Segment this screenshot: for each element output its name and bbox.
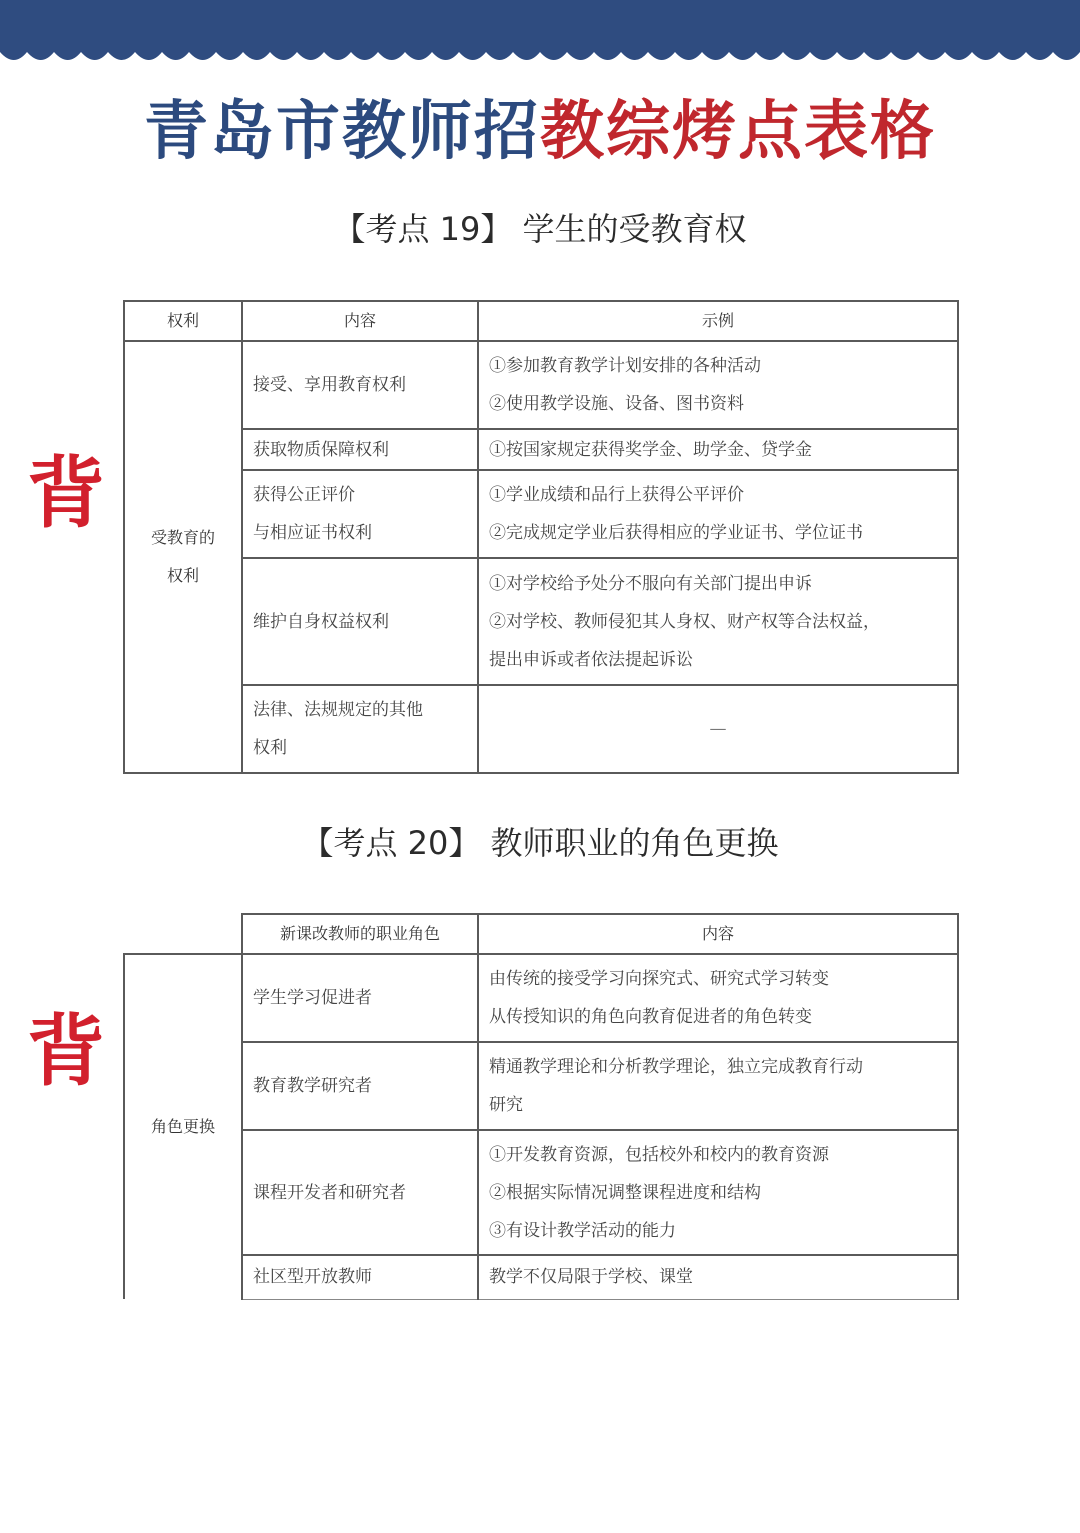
table-row bbox=[124, 1130, 958, 1255]
role-cell: 学生学习促进者 bbox=[242, 954, 478, 1042]
table-row bbox=[124, 429, 958, 470]
table-header-row bbox=[124, 914, 958, 954]
example-cell-empty: — bbox=[478, 685, 958, 773]
table-header-row bbox=[124, 301, 958, 341]
header-blank bbox=[124, 914, 242, 954]
example-cell: ①按国家规定获得奖学金、助学金、贷学金 bbox=[478, 429, 958, 470]
role-cell: 课程开发者和研究者 bbox=[242, 1130, 478, 1255]
category-cell: 角色更换 bbox=[124, 954, 242, 1299]
title-part-red: 教综烤点表格 bbox=[540, 94, 936, 169]
header-examples: 示例 bbox=[478, 301, 958, 341]
section1-heading: 【考点 19】 学生的受教育权 bbox=[333, 210, 747, 248]
content-cell: 教学不仅局限于学校、课堂 bbox=[478, 1255, 958, 1299]
header-content: 内容 bbox=[242, 301, 478, 341]
example-cell: ①学业成绩和品行上获得公平评价 ②完成规定学业后获得相应的学业证书、学位证书 bbox=[478, 470, 958, 558]
table-row bbox=[124, 954, 958, 1042]
page-title bbox=[0, 92, 1080, 172]
section2-heading: 【考点 20】 教师职业的角色更换 bbox=[301, 824, 779, 862]
content-cell: 接受、享用教育权利 bbox=[242, 341, 478, 429]
content-cell: 法律、法规规定的其他 权利 bbox=[242, 685, 478, 773]
content-cell: 获取物质保障权利 bbox=[242, 429, 478, 470]
table-row bbox=[124, 470, 958, 558]
table-row bbox=[124, 685, 958, 773]
teacher-roles-table bbox=[123, 913, 959, 1300]
header-role: 新课改教师的职业角色 bbox=[242, 914, 478, 954]
table-row bbox=[124, 558, 958, 685]
content-cell: 维护自身权益权利 bbox=[242, 558, 478, 685]
example-cell: ①对学校给予处分不服向有关部门提出申诉 ②对学校、教师侵犯其人身权、财产权等合法权益， 提出申诉或者依法提起诉讼 bbox=[478, 558, 958, 685]
table-row bbox=[124, 1255, 958, 1299]
side-label-memorize: 背 bbox=[26, 448, 105, 539]
side-label-memorize-2: 背 bbox=[26, 1006, 105, 1097]
table-row bbox=[124, 341, 958, 429]
category-cell: 受教育的 权利 bbox=[124, 341, 242, 773]
example-cell: ①参加教育教学计划安排的各种活动 ②使用教学设施、设备、图书资料 bbox=[478, 341, 958, 429]
content-cell: 精通教学理论和分析教学理论，独立完成教育行动 研究 bbox=[478, 1042, 958, 1130]
content-cell: ①开发教育资源，包括校外和校内的教育资源 ②根据实际情况调整课程进度和结构 ③有设计教学活动的能力 bbox=[478, 1130, 958, 1255]
title-part-blue: 青岛市教师招 bbox=[144, 94, 540, 169]
content-cell: 获得公正评价 与相应证书权利 bbox=[242, 470, 478, 558]
role-cell: 社区型开放教师 bbox=[242, 1255, 478, 1299]
student-rights-table bbox=[123, 300, 959, 774]
table-row bbox=[124, 1042, 958, 1130]
role-cell: 教育教学研究者 bbox=[242, 1042, 478, 1130]
content-cell: 由传统的接受学习向探究式、研究式学习转变 从传授知识的角色向教育促进者的角色转变 bbox=[478, 954, 958, 1042]
wave-banner bbox=[0, 0, 1080, 80]
header-rights: 权利 bbox=[124, 301, 242, 341]
header-content: 内容 bbox=[478, 914, 958, 954]
